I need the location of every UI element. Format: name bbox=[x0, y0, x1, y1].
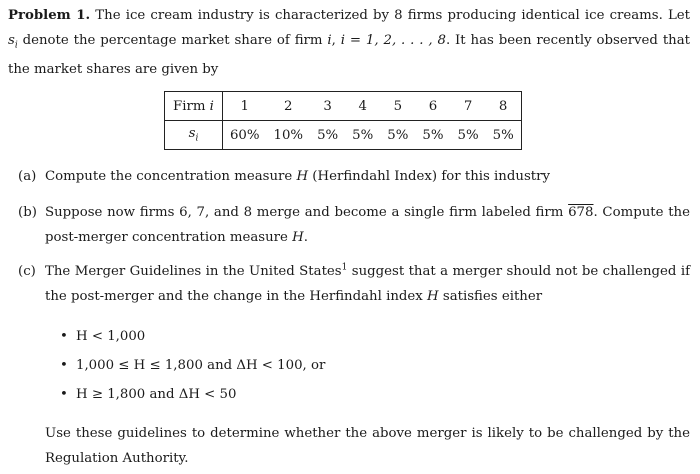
problem-label: Problem 1. bbox=[8, 8, 91, 23]
firm-number: 5 bbox=[380, 92, 415, 121]
table-header-label: Firm i bbox=[165, 92, 223, 121]
share-value: 5% bbox=[415, 121, 450, 150]
part-c bbox=[18, 260, 690, 309]
firm-number: 3 bbox=[310, 92, 345, 121]
share-value: 5% bbox=[310, 121, 345, 150]
part-b-text: Suppose now firms 6, 7, and 8 merge and become a single firm labeled firm 678. Compute the post-merger concentration measure H. bbox=[45, 205, 690, 245]
share-value: 5% bbox=[345, 121, 380, 150]
condition-item: • H < 1,000 bbox=[60, 322, 325, 351]
part-c-label: (c) bbox=[18, 264, 36, 279]
bullet-icon: • bbox=[60, 387, 68, 402]
share-value: 5% bbox=[451, 121, 486, 150]
part-c-text: The Merger Guidelines in the United States$^1$ suggest that a merger should not be challenged if the post-merger and the change in the Herfindahl index H satisfies either bbox=[45, 262, 691, 304]
condition-item: • H ≥ 1,800 and ΔH < 50 bbox=[60, 380, 325, 409]
share-value: 60% bbox=[222, 121, 266, 150]
var-s: s bbox=[8, 32, 15, 48]
firm-range: i = 1, 2, . . . , 8 bbox=[340, 32, 446, 48]
closing-instruction: Use these guidelines to determine whether the above merger is likely to be challenged by the Regulation Authority. bbox=[45, 426, 690, 466]
problem-intro bbox=[8, 4, 690, 82]
bullet-icon: • bbox=[60, 358, 68, 373]
intro-text-4: . It has been recently observed that the market shares are given by bbox=[8, 32, 690, 77]
table-row-label: $s_i$ bbox=[165, 121, 223, 150]
intro-text-1: The ice cream industry is characterized by 8 firms producing identical ice creams. Let bbox=[95, 8, 690, 23]
share-value: 5% bbox=[380, 121, 415, 150]
share-value: 5% bbox=[486, 121, 522, 150]
intro-text-3: , bbox=[331, 32, 341, 48]
firm-number: 1 bbox=[222, 92, 266, 121]
firm-number: 7 bbox=[451, 92, 486, 121]
table-header-row bbox=[165, 92, 522, 121]
firm-number: 2 bbox=[267, 92, 311, 121]
part-b bbox=[18, 201, 690, 250]
share-value: 10% bbox=[267, 121, 311, 150]
part-a-label: (a) bbox=[18, 169, 37, 184]
firm-number: 6 bbox=[415, 92, 450, 121]
firm-number: 8 bbox=[486, 92, 522, 121]
part-a-text: Compute the concentration measure H (Herfindahl Index) for this industry bbox=[45, 169, 550, 184]
merger-conditions-list bbox=[60, 322, 325, 409]
firm-number: 4 bbox=[345, 92, 380, 121]
footnote-marker: 1 bbox=[341, 262, 348, 273]
part-a bbox=[18, 165, 690, 190]
market-share-table bbox=[164, 91, 522, 150]
intro-text-2: denote the percentage market share of firm bbox=[17, 32, 328, 48]
condition-item: • 1,000 ≤ H ≤ 1,800 and ΔH < 100, or bbox=[60, 351, 325, 380]
part-b-label: (b) bbox=[18, 205, 37, 220]
table-share-row bbox=[165, 121, 522, 150]
merged-firm-label: 678 bbox=[568, 205, 594, 220]
var-i: i bbox=[327, 32, 332, 48]
var-s-subscript: i bbox=[14, 40, 18, 51]
bullet-icon: • bbox=[60, 329, 68, 344]
